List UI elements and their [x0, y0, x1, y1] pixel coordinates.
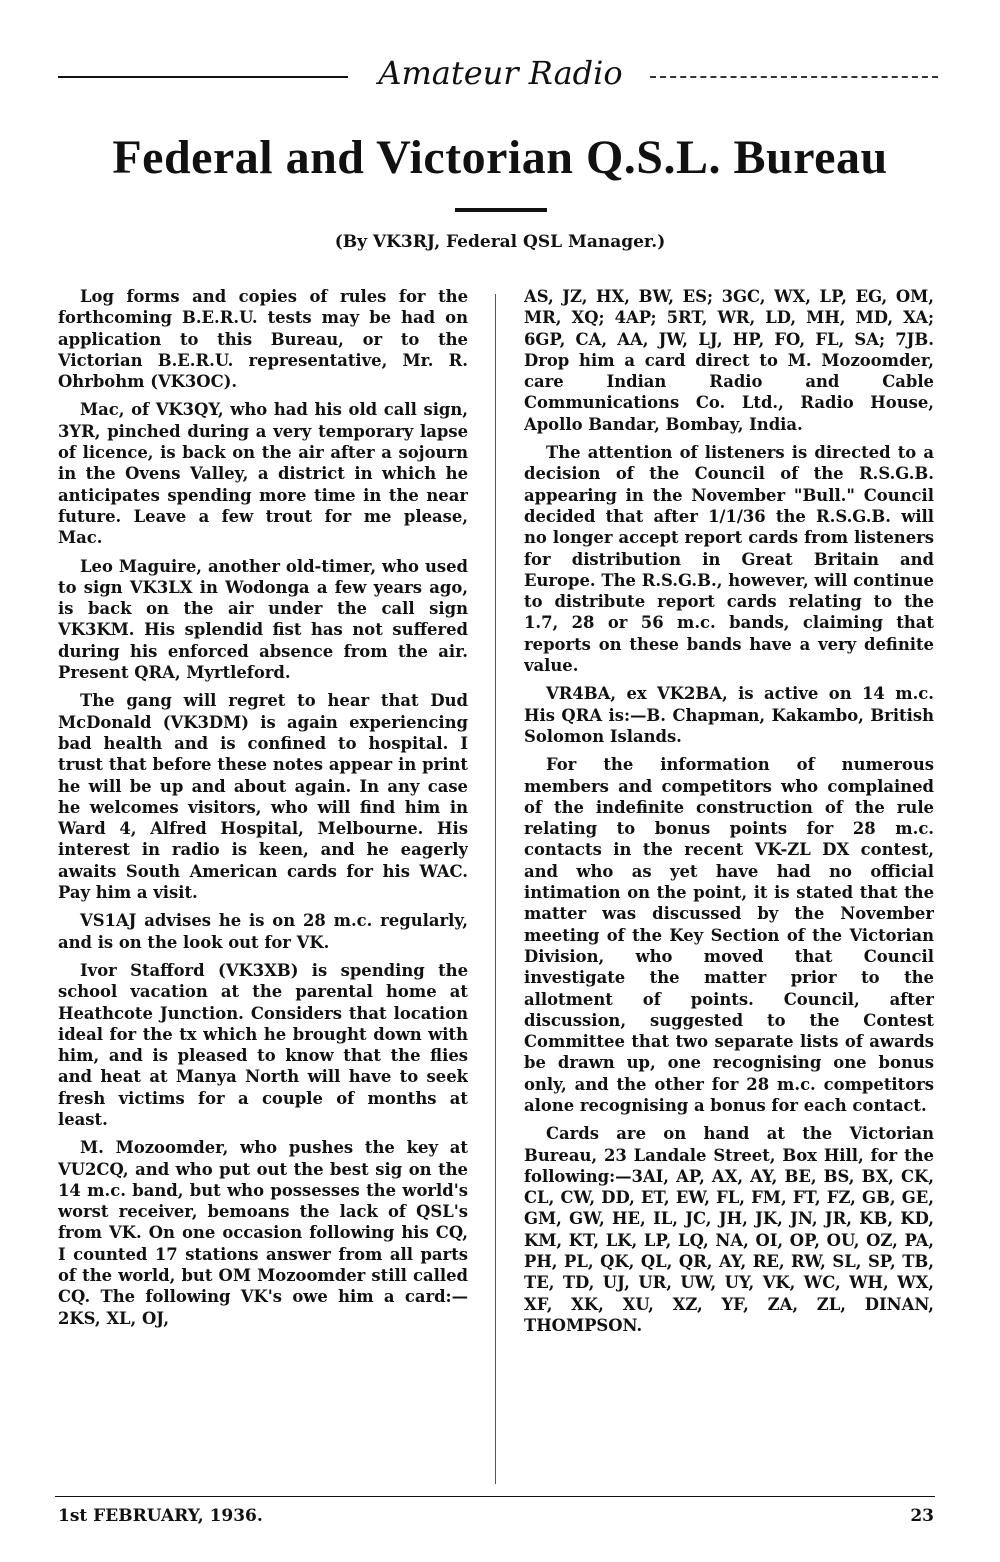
paragraph: Cards are on hand at the Victorian Bureau, 23 Landale Street, Box Hill, for the following:—3AI, AP, AX, AY, BE, BS, BX, CK, CL, CW, DD, ET, EW, FL, FM, FT, FZ, GB, GE, GM, GW, HE, IL, JC, JH, JK, JN, JR, KB, KD, KM, KT, LK, LP, LQ, NA, OI, OP, OU, OZ, PA, PH, PL, QK, QL, QR, AY, RE, RW, SL, SP, TB, TE, TD, UJ, UR, UW, UY, VK, WC, WH, WX, XF, XK, XU, XZ, YF, ZA, ZL, DINAN, THOMPSON. [524, 1124, 934, 1335]
paragraph: Ivor Stafford (VK3XB) is spending the school vacation at the parental home at Heathcote Junction. Considers that location ideal for the tx which he brought down with him, and is pleased to know that the flies and heat at Manya North will have to seek fresh victims for a couple of months at least. [58, 960, 468, 1129]
paragraph-continuation: AS, JZ, HX, BW, ES; 3GC, WX, LP, EG, OM, MR, XQ; 4AP; 5RT, WR, LD, MH, MD, XA; 6GP, CA, AA, JW, LJ, HP, FO, FL, SA; 7JB. Drop him a card direct to M. Mozoomder, care Indian Radio and Cable Communications Co. Ltd., Radio House, Apollo Bandar, Bombay, India. [524, 287, 934, 434]
right-column [524, 286, 934, 1491]
paragraph: M. Mozoomder, who pushes the key at VU2CQ, and who put out the best sig on the 14 m.c. band, but who possesses the world's worst receiver, bemoans the lack of QSL's from VK. On one occasion following his CQ, I counted 17 stations answer from all parts of the world, but OM Mozoomder still called CQ. The following VK's owe him a card:—2KS, XL, OJ, [58, 1138, 468, 1328]
paragraph: Mac, of VK3QY, who had his old call sign, 3YR, pinched during a very temporary lapse of licence, is back on the air after a sojourn in the Ovens Valley, a district in which he anticipates spending more time in the near future. Leave a few trout for me please, Mac. [58, 400, 468, 548]
masthead-script-title: Amateur Radio [378, 54, 623, 92]
footer-date: 1st FEBRUARY, 1936. [58, 1506, 263, 1526]
paragraph: For the information of numerous members and competitors who complained of the indefinite construction of the rule relating to bonus points for 28 m.c. contacts in the recent VK-ZL DX contest, and who as yet have had no official intimation on the point, it is stated that the matter was discussed by the November meeting of the Key Section of the Victorian Division, who moved that Council investigate the matter prior to the allotment of points. Council, after discussion, suggested to the Contest Committee that two separate lists of awards be drawn up, one recognising one bonus only, and the other for 28 m.c. competitors alone recognising a bonus for each contact. [524, 755, 934, 1115]
paragraph: VS1AJ advises he is on 28 m.c. regularly, and is on the look out for VK. [58, 911, 468, 952]
column-divider [495, 294, 496, 1484]
paragraph: Log forms and copies of rules for the forthcoming B.E.R.U. tests may be had on application to this Bureau, or to the Victorian B.E.R.U. representative, Mr. R. Ohrbohm (VK3OC). [58, 287, 468, 392]
masthead-rule-left [58, 76, 348, 78]
left-column [58, 286, 468, 1491]
masthead-rule-right [650, 76, 938, 78]
page-number: 23 [910, 1506, 934, 1526]
article-title: Federal and Victorian Q.S.L. Bureau [112, 131, 888, 184]
paragraph: VR4BA, ex VK2BA, is active on 14 m.c. His QRA is:—B. Chapman, Kakambo, British Solomon Islands. [524, 684, 934, 746]
article-byline: (By VK3RJ, Federal QSL Manager.) [334, 232, 666, 252]
paragraph: The attention of listeners is directed to a decision of the Council of the R.S.G.B. appearing in the November "Bull." Council decided that after 1/1/36 the R.S.G.B. will no longer accept report cards from listeners for distribution in Great Britain and Europe. The R.S.G.B., however, will continue to distribute report cards relating to the 1.7, 28 or 56 m.c. bands, claiming that reports on these bands have a very definite value. [524, 443, 934, 676]
paragraph: The gang will regret to hear that Dud McDonald (VK3DM) is again experiencing bad health and is confined to hospital. I trust that before these notes appear in print he will be up and about again. In any case he welcomes visitors, who will find him in Ward 4, Alfred Hospital, Melbourne. His interest in radio is keen, and he eagerly awaits South American cards for his WAC. Pay him a visit. [58, 691, 468, 903]
footer-rule [55, 1496, 935, 1497]
paragraph: Leo Maguire, another old-timer, who used to sign VK3LX in Wodonga a few years ago, is back on the air under the call sign VK3KM. His splendid fist has not suffered during his enforced absence from the air. Present QRA, Myrtleford. [58, 556, 468, 683]
title-underline [455, 208, 547, 212]
masthead [58, 52, 938, 100]
